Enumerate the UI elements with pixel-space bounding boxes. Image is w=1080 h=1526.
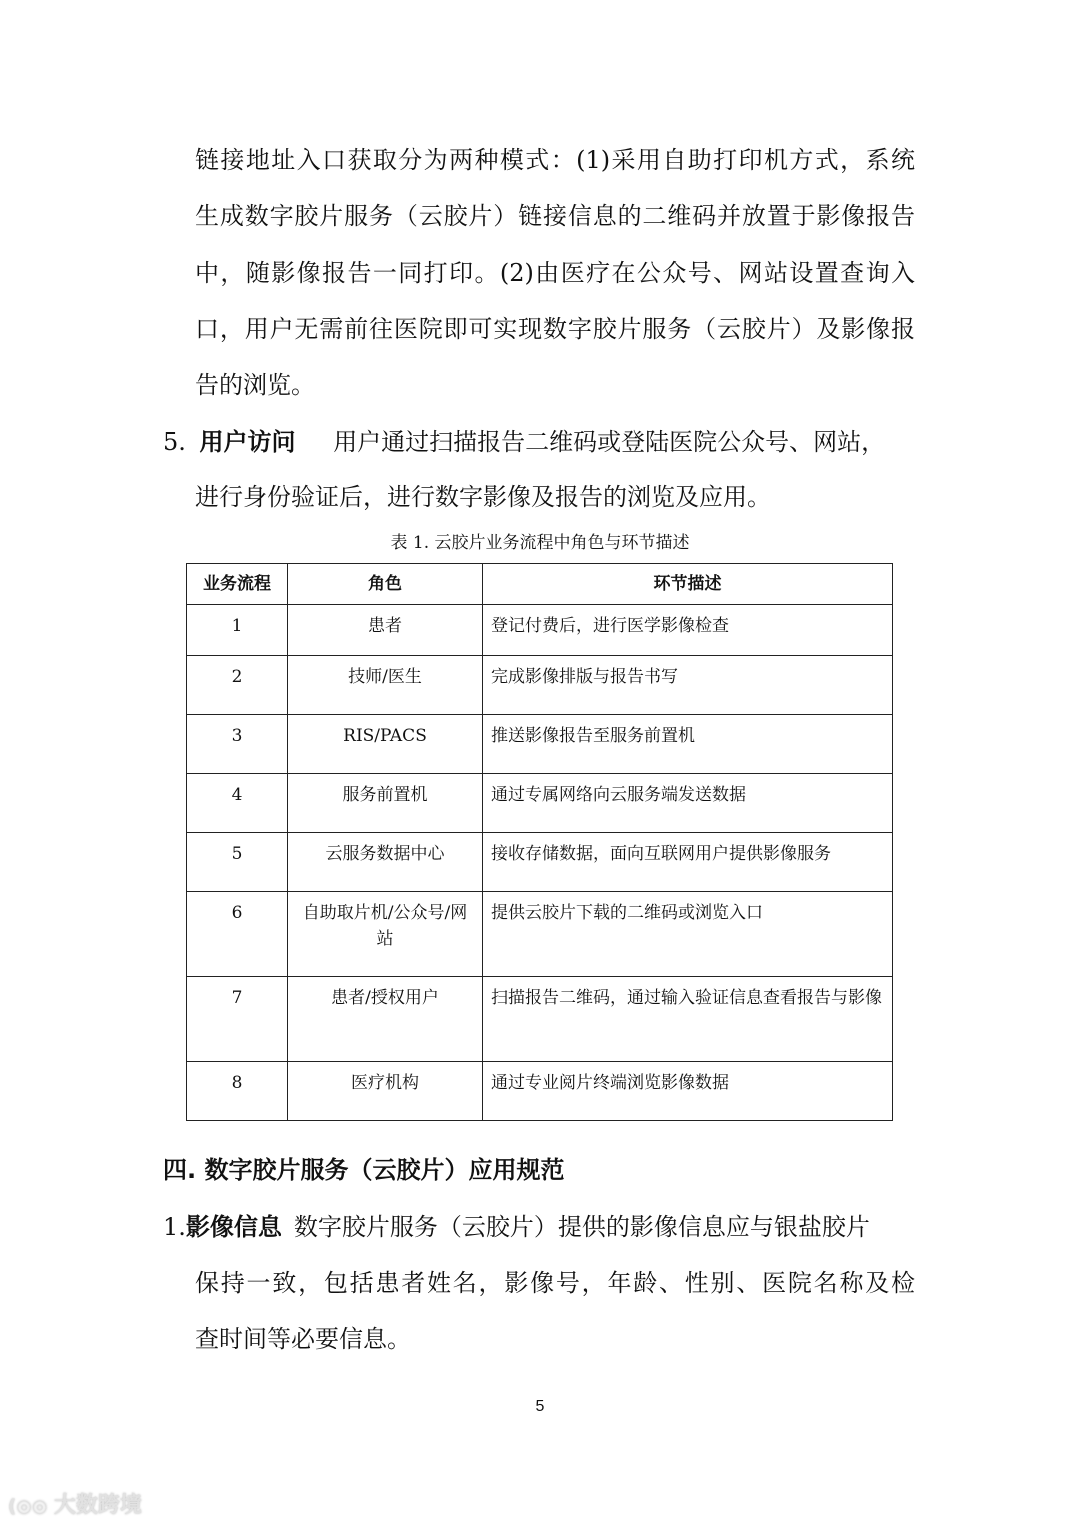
- workflow-table: [186, 563, 893, 1121]
- table-row: [187, 605, 893, 656]
- description-cell: 登记付费后，进行医学影像检查: [483, 605, 893, 656]
- step-cell: 3: [187, 715, 288, 774]
- text-line: 生成数字胶片服务（云胶片）链接信息的二维码并放置于影像报告: [195, 202, 915, 230]
- text-line: 告的浏览。: [195, 371, 315, 399]
- item-text: 数字胶片服务（云胶片）提供的影像信息应与银盐胶片: [293, 1213, 870, 1241]
- header-cell: 环节描述: [483, 564, 893, 605]
- table-row: [187, 892, 893, 977]
- role-cell: 医疗机构: [288, 1062, 483, 1121]
- table-caption: 表 1. 云胶片业务流程中角色与环节描述: [390, 533, 690, 553]
- step-cell: 5: [187, 833, 288, 892]
- section-heading: 四. 数字胶片服务（云胶片）应用规范: [163, 1156, 565, 1184]
- role-cell: 患者: [288, 605, 483, 656]
- description-cell: 推送影像报告至服务前置机: [483, 715, 893, 774]
- item-number: 1.: [163, 1213, 186, 1241]
- table-row: [187, 1062, 893, 1121]
- item-title: 用户访问: [199, 428, 296, 456]
- step-cell: 4: [187, 774, 288, 833]
- description-cell: 提供云胶片下载的二维码或浏览入口: [483, 892, 893, 977]
- role-cell: 患者/授权用户: [288, 977, 483, 1062]
- description-cell: 完成影像排版与报告书写: [483, 656, 893, 715]
- role-cell: 服务前置机: [288, 774, 483, 833]
- item-number: 5.: [163, 428, 186, 456]
- header-cell: 角色: [288, 564, 483, 605]
- item-title: 影像信息: [185, 1213, 282, 1241]
- role-cell: RIS/PACS: [288, 715, 483, 774]
- step-cell: 7: [187, 977, 288, 1062]
- text-line: 链接地址入口获取分为两种模式：(1)采用自助打印机方式，系统: [195, 146, 915, 174]
- text-line: 口，用户无需前往医院即可实现数字胶片服务（云胶片）及影像报: [195, 315, 915, 343]
- text-line: 保持一致，包括患者姓名，影像号，年龄、性别、医院名称及检: [195, 1269, 915, 1297]
- description-cell: 通过专业阅片终端浏览影像数据: [483, 1062, 893, 1121]
- table-row: [187, 833, 893, 892]
- page-number: 5: [535, 1398, 545, 1415]
- step-cell: 8: [187, 1062, 288, 1121]
- step-cell: 1: [187, 605, 288, 656]
- description-cell: 通过专属网络向云服务端发送数据: [483, 774, 893, 833]
- text-line: 进行身份验证后，进行数字影像及报告的浏览及应用。: [195, 483, 771, 511]
- item-text: 用户通过扫描报告二维码或登陆医院公众号、网站，: [333, 428, 886, 456]
- step-cell: 6: [187, 892, 288, 977]
- table-row: [187, 774, 893, 833]
- table-row: [187, 715, 893, 774]
- watermark-text: 大数跨境: [53, 1493, 142, 1518]
- text-line: 中，随影像报告一同打印。(2)由医疗在公众号、网站设置查询入: [195, 259, 915, 287]
- step-cell: 2: [187, 656, 288, 715]
- table-row: [187, 977, 893, 1062]
- text-line: 查时间等必要信息。: [195, 1325, 411, 1353]
- role-cell: 云服务数据中心: [288, 833, 483, 892]
- description-cell: 接收存储数据，面向互联网用户提供影像服务: [483, 833, 893, 892]
- header-cell: 业务流程: [187, 564, 288, 605]
- description-cell: 扫描报告二维码，通过输入验证信息查看报告与影像: [483, 977, 893, 1062]
- role-cell: 自助取片机/公众号/网站: [288, 892, 483, 977]
- table-row: [187, 656, 893, 715]
- watermark-logo: (◎◎ 大数跨境: [8, 1493, 142, 1518]
- role-cell: 技师/医生: [288, 656, 483, 715]
- table-header-row: [187, 564, 893, 605]
